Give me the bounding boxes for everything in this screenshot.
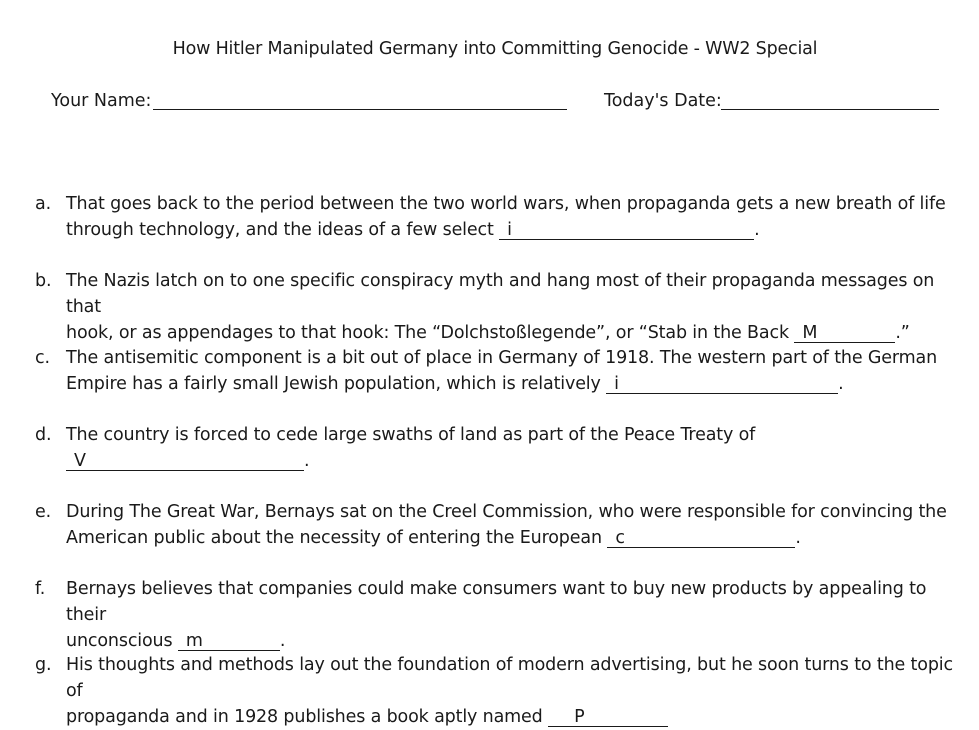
question-letter: g.	[35, 655, 52, 675]
question-line: The country is forced to cede large swaths of land as part of the Peace Treaty of	[66, 425, 756, 445]
question-line: The antisemitic component is a bit out of place in Germany of 1918. The western part of the German	[66, 348, 938, 368]
answer-blank[interactable]: M	[794, 324, 895, 343]
question-line: through technology, and the ideas of a few select	[66, 220, 494, 240]
worksheet-title: How Hitler Manipulated Germany into Committing Genocide - WW2 Special	[172, 39, 818, 59]
todays-date-field[interactable]	[721, 109, 939, 110]
your-name-label: Your Name:	[51, 91, 152, 111]
answer-blank[interactable]: c	[607, 529, 795, 548]
question-letter: e.	[35, 502, 52, 522]
answer-blank[interactable]: m	[178, 632, 280, 651]
answer-blank[interactable]: P	[548, 708, 668, 727]
question-line: American public about the necessity of entering the European	[66, 528, 602, 548]
blank-end: .	[838, 374, 844, 394]
question-line: The Nazis latch on to one specific conspiracy myth and hang most of their propaganda messages on that	[66, 271, 935, 317]
answer-blank[interactable]: V	[66, 452, 304, 471]
answer-blank[interactable]: i	[499, 221, 754, 240]
question-line: hook, or as appendages to that hook: The “Dolchstoßlegende”, or “Stab in the Back	[66, 323, 789, 343]
question-letter: a.	[35, 194, 51, 214]
blank-end: .”	[895, 323, 910, 343]
blank-end: .	[754, 220, 760, 240]
blank-end: .	[279, 631, 286, 651]
question-letter: f.	[35, 579, 46, 599]
question-line: unconscious	[66, 631, 173, 651]
blank-end: .	[304, 451, 310, 471]
answer-blank[interactable]: i	[606, 375, 838, 394]
question-letter: d.	[35, 425, 52, 445]
question-line: His thoughts and methods lay out the foundation of modern advertising, but he soon turns to the topic of	[66, 655, 953, 701]
question-line: Empire has a fairly small Jewish population, which is relatively	[66, 374, 601, 394]
blank-end: .	[795, 528, 801, 548]
question-line: During The Great War, Bernays sat on the Creel Commission, who were responsible for convincing the	[66, 502, 947, 522]
todays-date-label: Today's Date:	[604, 91, 722, 111]
question-line: Bernays believes that companies could make consumers want to buy new products by appealing to their	[66, 579, 927, 625]
question-line: That goes back to the period between the two world wars, when propaganda gets a new breath of life	[66, 194, 946, 214]
question-letter: c.	[35, 348, 50, 368]
your-name-field[interactable]	[153, 109, 567, 110]
question-line: propaganda and in 1928 publishes a book aptly named	[66, 707, 543, 727]
question-letter: b.	[35, 271, 52, 291]
